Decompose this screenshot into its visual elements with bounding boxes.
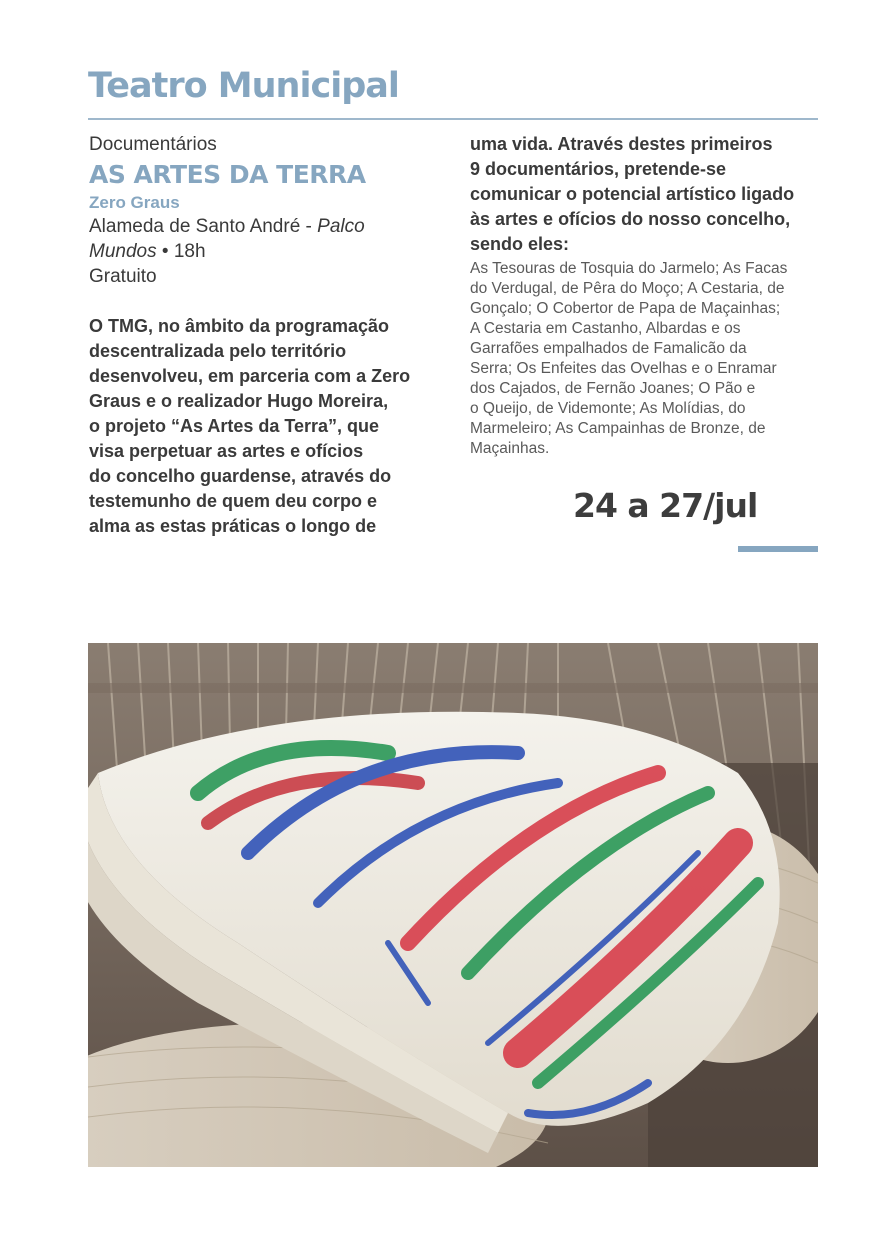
description-line: o projeto “As Artes da Terra”, que bbox=[89, 416, 380, 436]
documentary-list-line: As Tesouras de Tosquia do Jarmelo; As Facas bbox=[470, 260, 788, 277]
description-line: do concelho guardense, através do bbox=[89, 466, 392, 486]
description-continued-column bbox=[470, 132, 820, 459]
folded-wool-blanket-photo-icon bbox=[88, 643, 818, 1167]
documentary-list-line: Gonçalo; O Cobertor de Papa de Maçainhas; bbox=[470, 300, 781, 317]
description-line: O TMG, no âmbito da programação bbox=[89, 316, 390, 336]
description-line: descentralizada pelo território bbox=[89, 341, 347, 361]
event-price: Gratuito bbox=[89, 266, 157, 287]
blanket-photo bbox=[88, 643, 818, 1167]
venue-text: Alameda de Santo André - bbox=[89, 216, 318, 237]
documentary-list-line: Maçainhas. bbox=[470, 440, 550, 457]
event-details-column bbox=[89, 132, 439, 539]
documentary-list-line: A Cestaria em Castanho, Albardas e os bbox=[470, 320, 741, 337]
description-line: visa perpetuar as artes e ofícios bbox=[89, 441, 364, 461]
description-line: sendo eles: bbox=[470, 234, 570, 254]
documentary-list-line: dos Cajados, de Fernão Joanes; O Pão e bbox=[470, 380, 756, 397]
description-lead bbox=[89, 314, 439, 539]
documentary-list-line: o Queijo, de Videmonte; As Molídias, do bbox=[470, 400, 746, 417]
description-continued bbox=[470, 132, 820, 257]
event-venue-time bbox=[89, 214, 439, 264]
description-line: uma vida. Através destes primeiros bbox=[470, 134, 773, 154]
bullet-separator: • bbox=[156, 241, 174, 262]
documentary-list-line: do Verdugal, de Pêra do Moço; A Cestaria, de bbox=[470, 280, 785, 297]
description-line: 9 documentários, pretende-se bbox=[470, 159, 727, 179]
section-title: Teatro Municipal bbox=[88, 66, 399, 106]
description-line: testemunho de quem deu corpo e bbox=[89, 491, 378, 511]
documentary-list-line: Garrafões empalhados de Famalicão da bbox=[470, 340, 747, 357]
documentary-list bbox=[470, 259, 820, 459]
event-dates: 24 a 27/jul bbox=[573, 486, 758, 525]
description-line: alma as estas práticas o longo de bbox=[89, 516, 377, 536]
header-divider bbox=[88, 118, 818, 120]
event-category: Documentários bbox=[89, 134, 217, 155]
documentary-list-line: Serra; Os Enfeites das Ovelhas e o Enramar bbox=[470, 360, 777, 377]
description-line: Graus e o realizador Hugo Moreira, bbox=[89, 391, 389, 411]
description-line: às artes e ofícios do nosso concelho, bbox=[470, 209, 791, 229]
documentary-list-line: Marmeleiro; As Campainhas de Bronze, de bbox=[470, 420, 766, 437]
date-accent-bar bbox=[738, 546, 818, 552]
event-title: AS ARTES DA TERRA bbox=[89, 160, 366, 189]
venue-stage-name: Palco bbox=[317, 216, 365, 237]
event-time: 18h bbox=[173, 241, 206, 262]
description-line: comunicar o potencial artístico ligado bbox=[470, 184, 795, 204]
event-organizer: Zero Graus bbox=[89, 193, 180, 212]
description-line: desenvolveu, em parceria com a Zero bbox=[89, 366, 411, 386]
venue-stage-name-cont: Mundos bbox=[89, 241, 157, 262]
